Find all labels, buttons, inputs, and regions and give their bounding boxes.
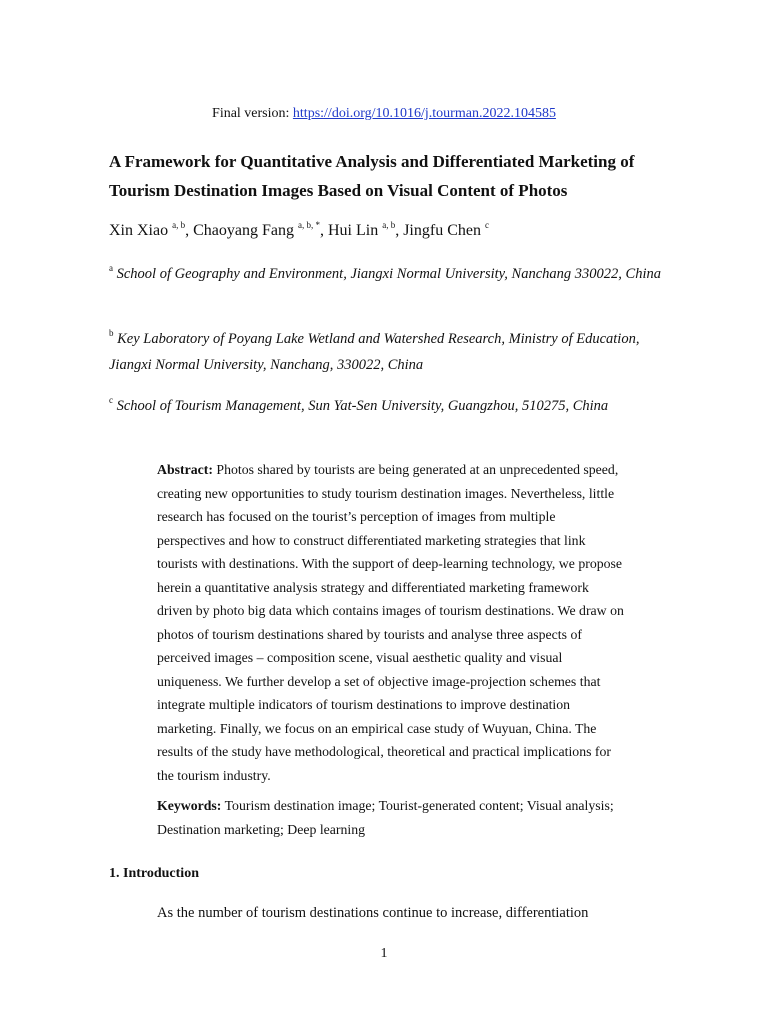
page-number: 1 — [380, 946, 388, 961]
section-heading-introduction: 1. Introduction — [109, 866, 199, 881]
affiliation-text: Key Laboratory of Poyang Lake Wetland and Watershed Research, Ministry of Education, Jiangxi Normal University, Nanchang, 330022, China — [109, 331, 640, 373]
affiliation-text: School of Geography and Environment, Jiangxi Normal University, Nanchang 330022, China — [116, 266, 661, 282]
author-affiliation-marks: a, b — [382, 220, 396, 230]
author-name: Hui Lin — [327, 222, 379, 239]
affiliation-a — [109, 261, 669, 287]
affiliation-mark: b — [109, 328, 114, 338]
keywords-text: Tourism destination image; Tourist-generated content; Visual analysis; Destination marketing; Deep learning — [157, 798, 614, 837]
keywords — [157, 794, 627, 842]
affiliation-mark: c — [109, 395, 113, 405]
paper-title: A Framework for Quantitative Analysis and Differentiated Marketing of Tourism Destination Images Based on Visual Content of Photos — [109, 152, 635, 200]
affiliation-mark: a — [109, 263, 113, 273]
abstract — [157, 458, 627, 787]
author-affiliation-marks: a, b, * — [297, 220, 320, 230]
affiliation-text: School of Tourism Management, Sun Yat-Sen University, Guangzhou, 510275, China — [116, 398, 609, 414]
final-version-label: Final version: — [212, 106, 290, 121]
author-name: Jingfu Chen — [403, 222, 481, 239]
author-list — [109, 222, 489, 240]
introduction-first-line: As the number of tourism destinations continue to increase, differentiation — [157, 905, 589, 921]
doi-link[interactable]: https://doi.org/10.1016/j.tourman.2022.104585 — [292, 106, 556, 121]
author-name: Xin Xiao — [109, 222, 169, 239]
author-affiliation-marks: c — [484, 220, 489, 230]
author-separator: , — [395, 222, 404, 239]
final-version-line — [0, 106, 768, 122]
author-name: Chaoyang Fang — [193, 222, 294, 239]
author-separator: , — [319, 222, 328, 239]
author-affiliation-marks: a, b — [172, 220, 186, 230]
abstract-text: Photos shared by tourists are being generated at an unprecedented speed, creating new opportunities to study tourism destination images. Nevertheless, little research has focused on the tourist’s perception of images from multiple perspectives and how to construct differentiated marketing strategies that link tourists with destinations. With the support of deep-learning technology, we propose herein a quantitative analysis strategy and differentiated marketing framework driven by photo big data which contains images of tourism destinations. We draw on photos of tourism destinations shared by tourists and analyse three aspects of perceived images – composition scene, visual aesthetic quality and visual uniqueness. We further develop a set of objective image-projection schemes that integrate multiple indicators of tourism destinations to improve destination marketing. Finally, we focus on an empirical case study of Wuyuan, China. The results of the study have methodological, theoretical and practical implications for the tourism industry. — [157, 462, 624, 783]
affiliation-c — [109, 393, 608, 419]
keywords-label: Keywords: — [157, 798, 222, 813]
abstract-label: Abstract: — [157, 462, 213, 477]
affiliation-b — [109, 326, 669, 378]
author-separator: , — [185, 222, 194, 239]
